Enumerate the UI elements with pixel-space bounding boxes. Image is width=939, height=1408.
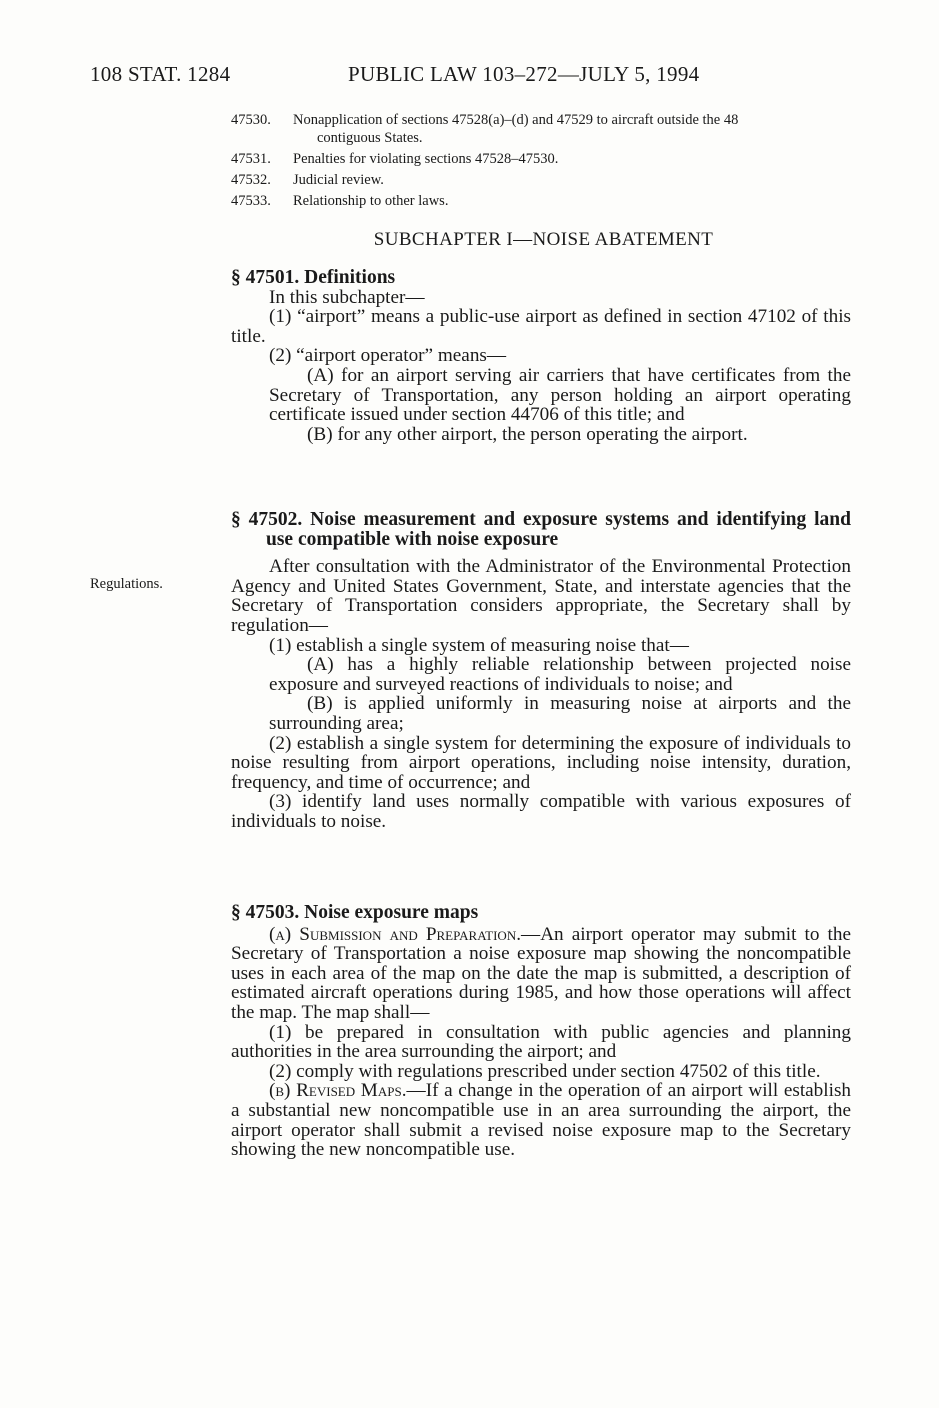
section-heading: § 47503. Noise exposure maps [231,902,479,923]
section-47502 [231,510,851,832]
section-heading: § 47502. Noise measurement and exposure systems and identifying land use compatible with noise exposure [231,509,851,550]
paragraph: (2) “airport operator” means— [269,345,507,367]
subsection-label: (b) Revised Maps. [269,1080,407,1102]
subsection-label: (a) Submission and Preparation. [269,923,522,945]
subparagraph: (B) is applied uniformly in measuring noise at airports and the surrounding area; [269,693,851,734]
toc-row [231,171,856,189]
section-heading: § 47501. Definitions [231,267,396,288]
subchapter-title: SUBCHAPTER I—NOISE ABATEMENT [373,229,714,250]
toc-text: Relationship to other laws. [293,193,449,209]
subparagraph: (A) for an airport serving air carriers that have certificates from the Secretary of Transportation, any person holding an airport operating certificate issued under section 44706 of this title; and [269,364,851,426]
toc-number: 47532. [231,172,271,188]
toc-text: Judicial review. [293,172,384,188]
toc-text: Penalties for violating sections 47528–47530. [293,151,559,167]
toc-number: 47531. [231,151,271,167]
section-intro: After consultation with the Administrator of the Environmental Protection Agency and United States Government, State, and interstate agencies that the Secretary of Transportation considers appropriate, the Secretary shall by regulation— [231,556,851,636]
section-47501 [231,268,851,444]
toc-row [231,150,856,168]
toc-text: Nonapplication of sections 47528(a)–(d) and 47529 to aircraft outside the 48 contiguous States. [293,112,739,146]
subsection-a: (a) Submission and Preparation.—An airport operator may submit to the Secretary of Transportation a noise exposure map showing the noncompatible uses in each area of the map on the date the map is submitted, a description of estimated aircraft operations during 1985, and how those operations will affect the map. The map shall— [231,923,851,1023]
toc-row [231,111,856,147]
paragraph: (2) comply with regulations prescribed under section 47502 of this title. [269,1060,821,1082]
stat-page-number: 108 STAT. 1284 [90,62,231,86]
paragraph: (1) “airport” means a public-use airport as defined in section 47102 of this title. [231,306,851,347]
paragraph: (2) establish a single system for determining the exposure of individuals to noise resulting from airport operations, including noise intensity, duration, frequency, and time of occurrence; and [231,732,851,793]
section-47503 [231,903,851,1160]
margin-note: Regulations. [90,576,163,592]
subparagraph: (A) has a highly reliable relationship between projected noise exposure and surveyed reactions of individuals to noise; and [269,654,851,695]
toc-row [231,192,856,210]
public-law-title: PUBLIC LAW 103–272—JULY 5, 1994 [348,62,700,86]
paragraph: (1) be prepared in consultation with public agencies and planning authorities in the area surrounding the airport; and [231,1021,851,1063]
section-intro: In this subchapter— [269,286,425,308]
paragraph: (1) establish a single system of measuring noise that— [269,634,689,656]
toc-number: 47533. [231,193,271,209]
paragraph: (3) identify land uses normally compatible with various exposures of individuals to noise. [231,791,851,832]
subparagraph: (B) for any other airport, the person operating the airport. [307,423,748,445]
toc-number: 47530. [231,112,271,128]
table-of-contents [231,111,856,213]
subsection-b: (b) Revised Maps.—If a change in the operation of an airport will establish a substantial new noncompatible use in an area surrounding the airport, the airport operator shall submit a revised noise exposure map to the Secretary showing the new noncompatible use. [231,1080,851,1161]
